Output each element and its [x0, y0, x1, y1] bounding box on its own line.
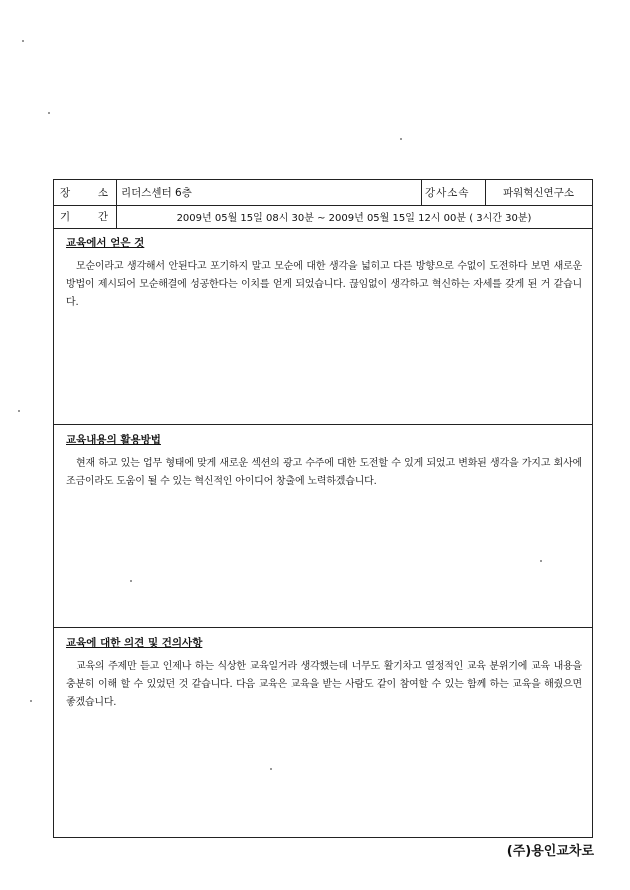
section-title: 교육에 대한 의견 및 건의사항 — [66, 637, 203, 649]
scan-speck — [400, 138, 402, 140]
place-value: 리더스센터 6층 — [121, 187, 192, 199]
company-name: (주)용인교차로 — [506, 844, 594, 859]
instructor-label: 강사소속 — [425, 187, 470, 199]
place-label — [54, 180, 116, 205]
place-label-left: 장 — [60, 187, 71, 199]
section-learned — [54, 228, 592, 425]
section-title: 교육내용의 활용방법 — [66, 434, 161, 446]
period-value: 2009년 05월 15일 08시 30분 ~ 2009년 05월 15일 12시 00분 ( 3시간 30분) — [176, 213, 532, 224]
place-row — [54, 180, 592, 206]
period-row — [54, 205, 592, 229]
scan-speck — [22, 40, 24, 42]
instructor-value: 파워혁신연구소 — [502, 187, 574, 199]
section-body: 교육의 주제만 듣고 인제나 하는 식상한 교육일거라 생각했는데 너무도 활기차고 열정적인 교육 분위기에 교육 내용을 충분히 이해 할 수 있었던 것 같습니다. 다음 교육은 교육을 받는 사람도 같이 참여할 수 있는 함께 하는 교육을 해줬으면 좋겠습니다. — [66, 661, 582, 708]
scan-speck — [18, 410, 20, 412]
period-label-right: 간 — [97, 211, 108, 223]
scan-speck — [48, 112, 50, 114]
education-report-form — [53, 179, 593, 838]
section-title: 교육에서 얻은 것 — [66, 237, 145, 249]
period-label — [54, 205, 116, 228]
period-label-left: 기 — [60, 211, 71, 223]
scan-speck — [30, 700, 32, 702]
section-body: 현재 하고 있는 업무 형태에 맞게 새로운 섹션의 광고 수주에 대한 도전할 수 있게 되었고 변화된 생각을 가지고 회사에 조금이라도 도움이 될 수 있는 혁신적인 아이디어 창출에 노력하겠습니다. — [66, 458, 582, 487]
section-feedback — [54, 628, 592, 837]
section-body: 모순이라고 생각해서 안된다고 포기하지 말고 모순에 대한 생각을 넓히고 다른 방향으로 수없이 도전하다 보면 새로운 방법이 제시되어 모순해결에 성공한다는 이치를 얻게 되었습니다. 끊임없이 생각하고 혁신하는 자세를 갖게 된 거 같습니다. — [66, 261, 582, 308]
section-application — [54, 425, 592, 628]
place-label-right: 소 — [97, 187, 108, 199]
